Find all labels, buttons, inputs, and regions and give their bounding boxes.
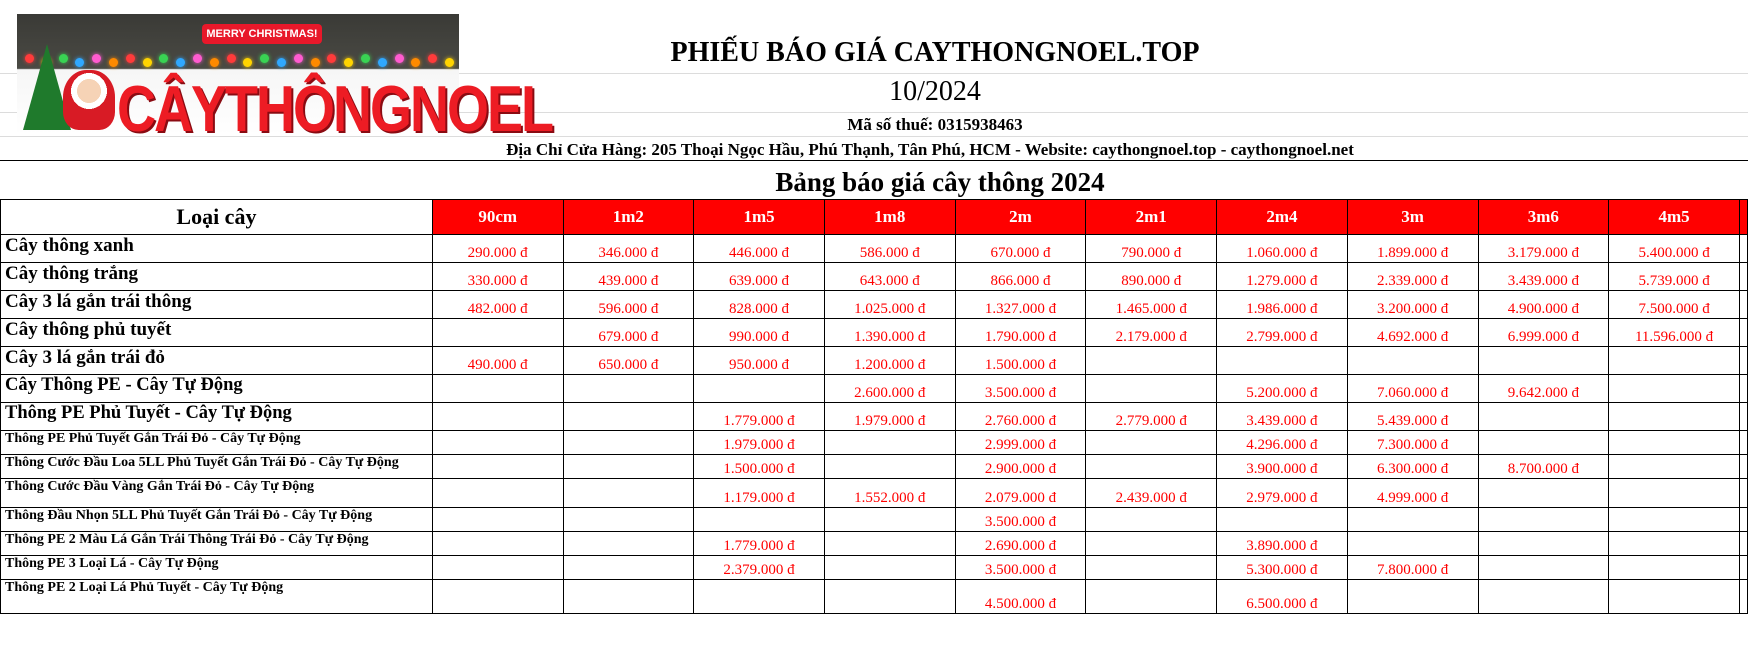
- price-cell: 5.200.000 đ: [1217, 375, 1348, 403]
- price-cell: [1609, 580, 1740, 614]
- column-header-size: 2m1: [1086, 200, 1217, 235]
- price-cell: 790.000 đ: [1086, 235, 1217, 263]
- price-cell: 1.465.000 đ: [1086, 291, 1217, 319]
- table-title: Bảng báo giá cây thông 2024: [775, 167, 1105, 197]
- tree-type-name: Cây thông phủ tuyết: [1, 319, 433, 347]
- price-cell: [1609, 556, 1740, 580]
- price-cell: 1.552.000 đ: [824, 479, 955, 508]
- price-table: [0, 199, 1748, 614]
- tree-type-name: Thông Cước Đầu Loa 5LL Phủ Tuyết Gắn Trái Đỏ - Cây Tự Động: [1, 455, 433, 479]
- price-cell: 7.800.000 đ: [1347, 556, 1478, 580]
- tree-type-name: Thông PE 2 Loại Lá Phủ Tuyết - Cây Tự Động: [1, 580, 433, 614]
- extra-cell: [1739, 580, 1747, 614]
- price-cell: 2.760.000 đ: [955, 403, 1086, 431]
- table-row: [1, 375, 1748, 403]
- light-bulb-icon: [92, 54, 101, 63]
- price-cell: 3.439.000 đ: [1478, 263, 1609, 291]
- light-bulb-icon: [75, 58, 84, 67]
- tree-type-name: Thông PE Phủ Tuyết - Cây Tự Động: [1, 403, 433, 431]
- price-cell: 1.179.000 đ: [694, 479, 825, 508]
- price-cell: 890.000 đ: [1086, 263, 1217, 291]
- price-cell: 3.890.000 đ: [1217, 532, 1348, 556]
- price-cell: [432, 319, 563, 347]
- price-cell: 3.179.000 đ: [1478, 235, 1609, 263]
- price-cell: 2.779.000 đ: [1086, 403, 1217, 431]
- column-header-size: 2m: [955, 200, 1086, 235]
- price-cell: [1086, 508, 1217, 532]
- price-cell: [694, 580, 825, 614]
- price-cell: [824, 508, 955, 532]
- price-cell: [824, 580, 955, 614]
- price-cell: [1609, 403, 1740, 431]
- logo-brand-text: CÂYTHÔNGNOEL: [117, 73, 552, 146]
- price-cell: 950.000 đ: [694, 347, 825, 375]
- price-cell: 7.300.000 đ: [1347, 431, 1478, 455]
- price-cell: 990.000 đ: [694, 319, 825, 347]
- page-title: PHIẾU BÁO GIÁ CAYTHONGNOEL.TOP: [670, 37, 1200, 68]
- price-cell: [563, 580, 694, 614]
- column-header-tree-type: Loại cây: [1, 200, 433, 235]
- tree-type-name: Cây thông trắng: [1, 263, 433, 291]
- tree-type-name: Cây Thông PE - Cây Tự Động: [1, 375, 433, 403]
- price-cell: 2.079.000 đ: [955, 479, 1086, 508]
- price-cell: 1.500.000 đ: [694, 455, 825, 479]
- table-row: [1, 319, 1748, 347]
- price-cell: 2.339.000 đ: [1347, 263, 1478, 291]
- price-cell: [432, 508, 563, 532]
- light-bulb-icon: [159, 54, 168, 63]
- price-cell: 1.986.000 đ: [1217, 291, 1348, 319]
- price-cell: [563, 455, 694, 479]
- price-cell: 6.500.000 đ: [1217, 580, 1348, 614]
- price-cell: 1.790.000 đ: [955, 319, 1086, 347]
- price-cell: [1086, 532, 1217, 556]
- extra-cell: [1739, 319, 1747, 347]
- price-cell: 330.000 đ: [432, 263, 563, 291]
- santa-icon: [63, 70, 115, 130]
- price-cell: 1.200.000 đ: [824, 347, 955, 375]
- price-cell: [1347, 580, 1478, 614]
- price-cell: 586.000 đ: [824, 235, 955, 263]
- price-cell: 2.900.000 đ: [955, 455, 1086, 479]
- price-cell: 4.692.000 đ: [1347, 319, 1478, 347]
- price-cell: 1.327.000 đ: [955, 291, 1086, 319]
- tree-type-name: Thông Đầu Nhọn 5LL Phủ Tuyết Gắn Trái Đỏ - Cây Tự Động: [1, 508, 433, 532]
- light-bulb-icon: [243, 58, 252, 67]
- price-cell: [1086, 431, 1217, 455]
- price-cell: [432, 375, 563, 403]
- table-row: [1, 347, 1748, 375]
- price-cell: 639.000 đ: [694, 263, 825, 291]
- light-bulb-icon: [344, 58, 353, 67]
- tree-type-name: Cây 3 lá gắn trái thông: [1, 291, 433, 319]
- price-cell: [1217, 508, 1348, 532]
- price-cell: [1347, 347, 1478, 375]
- price-cell: 482.000 đ: [432, 291, 563, 319]
- extra-cell: [1739, 375, 1747, 403]
- price-cell: [1609, 479, 1740, 508]
- price-cell: [1478, 431, 1609, 455]
- price-cell: 1.779.000 đ: [694, 532, 825, 556]
- price-cell: 5.300.000 đ: [1217, 556, 1348, 580]
- light-bulb-icon: [361, 54, 370, 63]
- price-cell: [1609, 532, 1740, 556]
- price-cell: 7.060.000 đ: [1347, 375, 1478, 403]
- price-cell: [432, 431, 563, 455]
- extra-cell: [1739, 556, 1747, 580]
- light-bulb-icon: [327, 54, 336, 63]
- price-cell: [824, 431, 955, 455]
- price-cell: [432, 580, 563, 614]
- price-cell: [1217, 347, 1348, 375]
- price-cell: [824, 556, 955, 580]
- price-cell: [1086, 580, 1217, 614]
- price-cell: 2.439.000 đ: [1086, 479, 1217, 508]
- table-row: [1, 580, 1748, 614]
- tree-type-name: Thông PE 3 Loại Lá - Cây Tự Động: [1, 556, 433, 580]
- extra-cell: [1739, 532, 1747, 556]
- price-cell: 866.000 đ: [955, 263, 1086, 291]
- column-header-size: 3m6: [1478, 200, 1609, 235]
- extra-cell: [1739, 235, 1747, 263]
- price-cell: [563, 431, 694, 455]
- light-bulb-icon: [411, 58, 420, 67]
- price-cell: [432, 556, 563, 580]
- table-row: [1, 508, 1748, 532]
- price-cell: 5.739.000 đ: [1609, 263, 1740, 291]
- column-header-size: 1m2: [563, 200, 694, 235]
- price-cell: [1086, 556, 1217, 580]
- price-cell: 828.000 đ: [694, 291, 825, 319]
- table-row: [1, 532, 1748, 556]
- extra-cell: [1739, 455, 1747, 479]
- price-cell: [432, 532, 563, 556]
- table-row: [1, 235, 1748, 263]
- logo-banner: MERRY CHRISTMAS!: [202, 24, 322, 44]
- table-top-border: [0, 160, 1748, 161]
- price-cell: 2.379.000 đ: [694, 556, 825, 580]
- extra-cell: [1739, 403, 1747, 431]
- light-bulb-icon: [277, 58, 286, 67]
- price-cell: 2.979.000 đ: [1217, 479, 1348, 508]
- price-cell: 6.300.000 đ: [1347, 455, 1478, 479]
- price-cell: [1347, 532, 1478, 556]
- price-cell: [1609, 347, 1740, 375]
- price-cell: [432, 455, 563, 479]
- price-cell: 650.000 đ: [563, 347, 694, 375]
- light-bulb-icon: [176, 58, 185, 67]
- column-header-size: 90cm: [432, 200, 563, 235]
- price-cell: [1086, 347, 1217, 375]
- price-cell: 5.400.000 đ: [1609, 235, 1740, 263]
- price-cell: 9.642.000 đ: [1478, 375, 1609, 403]
- price-cell: 1.060.000 đ: [1217, 235, 1348, 263]
- column-header-size: 1m8: [824, 200, 955, 235]
- tree-type-name: Thông PE Phủ Tuyết Gắn Trái Đỏ - Cây Tự Động: [1, 431, 433, 455]
- column-header-size: 2m4: [1217, 200, 1348, 235]
- light-bulb-icon: [143, 58, 152, 67]
- price-cell: [1347, 508, 1478, 532]
- price-cell: [563, 403, 694, 431]
- price-cell: [1478, 347, 1609, 375]
- price-cell: 4.500.000 đ: [955, 580, 1086, 614]
- light-bulb-icon: [210, 58, 219, 67]
- price-cell: 3.500.000 đ: [955, 556, 1086, 580]
- extra-cell: [1739, 479, 1747, 508]
- price-cell: 670.000 đ: [955, 235, 1086, 263]
- extra-cell: [1739, 431, 1747, 455]
- table-row: [1, 455, 1748, 479]
- price-cell: [824, 532, 955, 556]
- light-bulb-icon: [428, 54, 437, 63]
- table-row: [1, 263, 1748, 291]
- price-cell: [563, 479, 694, 508]
- price-cell: 2.179.000 đ: [1086, 319, 1217, 347]
- tree-type-name: Thông Cước Đầu Vàng Gắn Trái Đỏ - Cây Tự Động: [1, 479, 433, 508]
- tree-type-name: Cây thông xanh: [1, 235, 433, 263]
- price-cell: [1609, 455, 1740, 479]
- price-cell: [432, 479, 563, 508]
- price-cell: 3.439.000 đ: [1217, 403, 1348, 431]
- price-cell: 5.439.000 đ: [1347, 403, 1478, 431]
- price-cell: 1.899.000 đ: [1347, 235, 1478, 263]
- price-cell: 1.979.000 đ: [694, 431, 825, 455]
- light-bulb-icon: [378, 58, 387, 67]
- light-bulb-icon: [445, 58, 454, 67]
- price-cell: [563, 508, 694, 532]
- table-row: [1, 291, 1748, 319]
- column-header-extra: [1739, 200, 1747, 235]
- price-cell: [1478, 580, 1609, 614]
- light-bulb-icon: [227, 54, 236, 63]
- table-row: [1, 556, 1748, 580]
- light-bulb-icon: [311, 58, 320, 67]
- price-cell: 596.000 đ: [563, 291, 694, 319]
- price-cell: [1478, 508, 1609, 532]
- price-cell: 2.690.000 đ: [955, 532, 1086, 556]
- price-cell: [1086, 375, 1217, 403]
- extra-cell: [1739, 291, 1747, 319]
- price-cell: 439.000 đ: [563, 263, 694, 291]
- price-cell: [563, 375, 694, 403]
- price-cell: 2.600.000 đ: [824, 375, 955, 403]
- extra-cell: [1739, 263, 1747, 291]
- price-cell: 4.900.000 đ: [1478, 291, 1609, 319]
- price-cell: 4.296.000 đ: [1217, 431, 1348, 455]
- table-row: [1, 479, 1748, 508]
- price-cell: 7.500.000 đ: [1609, 291, 1740, 319]
- column-header-size: 4m5: [1609, 200, 1740, 235]
- price-cell: 1.779.000 đ: [694, 403, 825, 431]
- light-bulb-icon: [294, 54, 303, 63]
- price-cell: 4.999.000 đ: [1347, 479, 1478, 508]
- price-cell: 1.500.000 đ: [955, 347, 1086, 375]
- quote-period: 10/2024: [889, 76, 981, 107]
- light-bulb-icon: [193, 54, 202, 63]
- price-cell: 3.500.000 đ: [955, 375, 1086, 403]
- price-cell: 11.596.000 đ: [1609, 319, 1740, 347]
- price-cell: [1478, 479, 1609, 508]
- price-cell: 490.000 đ: [432, 347, 563, 375]
- extra-cell: [1739, 508, 1747, 532]
- price-cell: [824, 455, 955, 479]
- light-bulb-icon: [395, 54, 404, 63]
- price-cell: 1.390.000 đ: [824, 319, 955, 347]
- price-cell: 290.000 đ: [432, 235, 563, 263]
- extra-cell: [1739, 347, 1747, 375]
- light-bulb-icon: [126, 54, 135, 63]
- light-bulb-icon: [260, 54, 269, 63]
- price-cell: 346.000 đ: [563, 235, 694, 263]
- table-row: [1, 431, 1748, 455]
- price-cell: [1086, 455, 1217, 479]
- price-cell: 446.000 đ: [694, 235, 825, 263]
- tree-type-name: Cây 3 lá gắn trái đỏ: [1, 347, 433, 375]
- price-cell: [432, 403, 563, 431]
- price-cell: 1.979.000 đ: [824, 403, 955, 431]
- price-cell: 1.025.000 đ: [824, 291, 955, 319]
- price-cell: 679.000 đ: [563, 319, 694, 347]
- price-cell: 643.000 đ: [824, 263, 955, 291]
- price-cell: [694, 375, 825, 403]
- column-header-size: 1m5: [694, 200, 825, 235]
- tree-type-name: Thông PE 2 Màu Lá Gắn Trái Thông Trái Đỏ - Cây Tự Động: [1, 532, 433, 556]
- price-cell: [694, 508, 825, 532]
- store-logo: [17, 14, 552, 146]
- price-cell: 3.900.000 đ: [1217, 455, 1348, 479]
- light-bulb-icon: [109, 58, 118, 67]
- string-lights-icon: [17, 54, 459, 68]
- price-cell: [1609, 375, 1740, 403]
- price-cell: [1609, 508, 1740, 532]
- table-header-row: [1, 200, 1748, 235]
- price-cell: 2.799.000 đ: [1217, 319, 1348, 347]
- store-address: Địa Chỉ Cửa Hàng: 205 Thoại Ngọc Hầu, Phú Thạnh, Tân Phú, HCM - Website: caythongnoel.top - caythongnoel.net: [506, 140, 1354, 159]
- price-cell: 1.279.000 đ: [1217, 263, 1348, 291]
- price-cell: 6.999.000 đ: [1478, 319, 1609, 347]
- price-cell: [1609, 431, 1740, 455]
- price-cell: [1478, 532, 1609, 556]
- price-cell: [1478, 556, 1609, 580]
- price-cell: [563, 556, 694, 580]
- price-cell: 2.999.000 đ: [955, 431, 1086, 455]
- price-cell: [563, 532, 694, 556]
- price-cell: [1478, 403, 1609, 431]
- tax-code: Mã số thuế: 0315938463: [847, 115, 1023, 134]
- price-cell: 3.500.000 đ: [955, 508, 1086, 532]
- price-cell: 8.700.000 đ: [1478, 455, 1609, 479]
- column-header-size: 3m: [1347, 200, 1478, 235]
- price-cell: 3.200.000 đ: [1347, 291, 1478, 319]
- table-row: [1, 403, 1748, 431]
